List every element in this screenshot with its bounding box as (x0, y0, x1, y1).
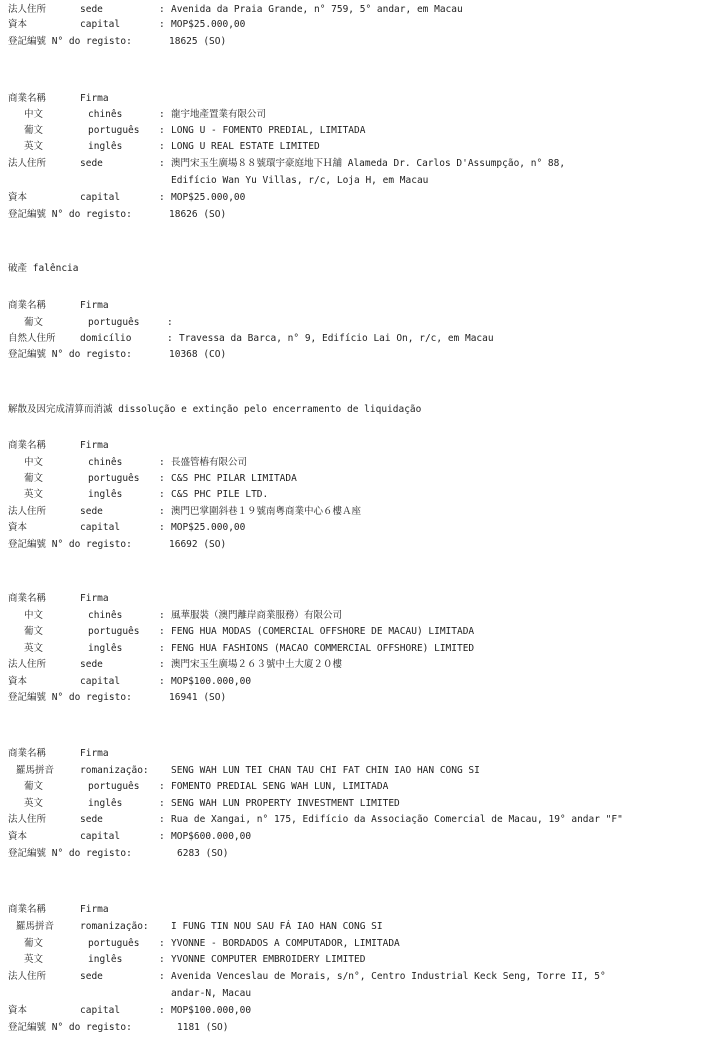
label-chinese: 法人住所 (8, 971, 47, 982)
separator: : (159, 643, 165, 654)
label-portuguese: romanização: (80, 765, 149, 776)
label-chinese: 商業名稱 (8, 593, 47, 604)
label-portuguese: português (88, 626, 140, 637)
section-heading: 破產 falência (8, 263, 79, 274)
label-portuguese: chinês (88, 109, 123, 120)
label-portuguese: capital (80, 19, 121, 30)
label-portuguese: inglês (88, 141, 123, 152)
field-value: YVONNE - BORDADOS A COMPUTADOR, LIMITADA (171, 938, 400, 949)
label-chinese: 葡文 (24, 473, 44, 484)
separator: : (159, 626, 165, 637)
label-portuguese: sede (80, 971, 103, 982)
field-value: I FUNG TIN NOU SAU FÁ IAO HAN CONG SI (171, 921, 383, 932)
label-portuguese: capital (80, 1005, 121, 1016)
field-value: SENG WAH LUN PROPERTY INVESTMENT LIMITED (171, 798, 400, 809)
registration-value: 6283 (SO) (177, 848, 229, 859)
registration-label: 登記編號 N° do registo: (8, 36, 132, 47)
separator: : (159, 938, 165, 949)
registration-label: 登記編號 N° do registo: (8, 692, 132, 703)
label-chinese: 英文 (24, 798, 44, 809)
field-value: YVONNE COMPUTER EMBROIDERY LIMITED (171, 954, 366, 965)
field-value-continued: andar-N, Macau (171, 988, 252, 999)
separator: : (159, 141, 165, 152)
label-chinese: 自然人住所 (8, 333, 56, 344)
separator: : (159, 814, 165, 825)
separator: : (159, 506, 165, 517)
label-chinese: 資本 (8, 676, 28, 687)
label-portuguese: chinês (88, 457, 123, 468)
label-portuguese: sede (80, 659, 103, 670)
label-chinese: 中文 (24, 457, 44, 468)
label-chinese: 商業名稱 (8, 300, 47, 311)
label-chinese: 資本 (8, 19, 28, 30)
field-value: LONG U - FOMENTO PREDIAL, LIMITADA (171, 125, 366, 136)
label-chinese: 資本 (8, 192, 28, 203)
label-chinese: 羅馬拼音 (16, 921, 55, 932)
section-heading: 解散及因完成清算而消滅 dissolução e extinção pelo encerramento de liquidação (8, 404, 422, 415)
field-value: 澳門巴掌圍斜巷１９號南粵商業中心６樓Ａ座 (171, 506, 362, 517)
label-portuguese: capital (80, 192, 121, 203)
field-value: Rua de Xangai, n° 175, Edifício da Associação Comercial de Macau, 19° andar "F" (171, 814, 623, 825)
registration-value: 16692 (SO) (169, 539, 227, 550)
field-value: MOP$600.000,00 (171, 831, 252, 842)
label-chinese: 中文 (24, 610, 44, 621)
separator: : (159, 676, 165, 687)
label-chinese: 英文 (24, 643, 44, 654)
registration-value: 18626 (SO) (169, 209, 227, 220)
field-value: MOP$100.000,00 (171, 1005, 252, 1016)
registration-value: 18625 (SO) (169, 36, 227, 47)
label-portuguese: Firma (80, 593, 109, 604)
label-chinese: 英文 (24, 141, 44, 152)
field-value: Avenida da Praia Grande, n° 759, 5° andar, em Macau (171, 4, 463, 15)
field-value: FOMENTO PREDIAL SENG WAH LUN, LIMITADA (171, 781, 389, 792)
label-chinese: 英文 (24, 489, 44, 500)
label-chinese: 葡文 (24, 317, 44, 328)
field-value: C&S PHC PILE LTD. (171, 489, 269, 500)
separator: : (159, 831, 165, 842)
label-portuguese: romanização: (80, 921, 149, 932)
separator: : (159, 473, 165, 484)
field-value: FENG HUA FASHIONS (MACAO COMMERCIAL OFFSHORE) LIMITED (171, 643, 475, 654)
label-portuguese: capital (80, 831, 121, 842)
label-chinese: 商業名稱 (8, 440, 47, 451)
separator: : (159, 19, 165, 30)
label-portuguese: português (88, 781, 140, 792)
label-chinese: 羅馬拼音 (16, 765, 55, 776)
label-chinese: 資本 (8, 1005, 28, 1016)
separator: : (159, 610, 165, 621)
label-portuguese: capital (80, 522, 121, 533)
label-portuguese: Firma (80, 748, 109, 759)
field-value: MOP$25.000,00 (171, 192, 246, 203)
field-value: C&S PHC PILAR LIMITADA (171, 473, 297, 484)
label-chinese: 法人住所 (8, 158, 47, 169)
registration-value: 10368 (CO) (169, 349, 227, 360)
label-chinese: 商業名稱 (8, 904, 47, 915)
field-value: 龍宇地產置業有限公司 (171, 109, 267, 120)
label-portuguese: inglês (88, 489, 123, 500)
label-portuguese: sede (80, 158, 103, 169)
label-portuguese: inglês (88, 954, 123, 965)
field-value: Travessa da Barca, n° 9, Edifício Lai On, r/c, em Macau (179, 333, 494, 344)
registration-label: 登記編號 N° do registo: (8, 539, 132, 550)
registration-label: 登記編號 N° do registo: (8, 848, 132, 859)
label-portuguese: sede (80, 814, 103, 825)
label-portuguese: português (88, 938, 140, 949)
separator: : (159, 4, 165, 15)
label-portuguese: português (88, 317, 140, 328)
label-chinese: 法人住所 (8, 814, 47, 825)
label-portuguese: inglês (88, 643, 123, 654)
label-chinese: 商業名稱 (8, 93, 47, 104)
label-chinese: 葡文 (24, 626, 44, 637)
label-chinese: 商業名稱 (8, 748, 47, 759)
label-chinese: 法人住所 (8, 659, 47, 670)
label-chinese: 葡文 (24, 781, 44, 792)
field-value: 風華服裝（澳門離岸商業服務）有限公司 (171, 610, 343, 621)
registration-value: 1181 (SO) (177, 1022, 229, 1033)
label-chinese: 中文 (24, 109, 44, 120)
field-value: 長盛管樁有限公司 (171, 457, 248, 468)
field-value: SENG WAH LUN TEI CHAN TAU CHI FAT CHIN IAO HAN CONG SI (171, 765, 480, 776)
label-portuguese: sede (80, 4, 103, 15)
separator: : (159, 954, 165, 965)
label-portuguese: português (88, 473, 140, 484)
label-portuguese: sede (80, 506, 103, 517)
separator: : (159, 457, 165, 468)
separator: : (159, 1005, 165, 1016)
separator: : (159, 125, 165, 136)
label-portuguese: chinês (88, 610, 123, 621)
label-portuguese: português (88, 125, 140, 136)
label-chinese: 法人住所 (8, 506, 47, 517)
label-chinese: 資本 (8, 522, 28, 533)
separator: : (159, 192, 165, 203)
label-portuguese: Firma (80, 93, 109, 104)
separator: : (167, 317, 173, 328)
field-value: MOP$100.000,00 (171, 676, 252, 687)
field-value: FENG HUA MODAS (COMERCIAL OFFSHORE DE MACAU) LIMITADA (171, 626, 475, 637)
label-chinese: 法人住所 (8, 4, 47, 15)
field-value: 澳門宋玉生廣場８８號環宇豪庭地下Ｈ舖 Alameda Dr. Carlos D'Assumpção, n° 88, (171, 158, 566, 169)
registration-label: 登記編號 N° do registo: (8, 1022, 132, 1033)
label-portuguese: Firma (80, 904, 109, 915)
label-chinese: 葡文 (24, 938, 44, 949)
field-value: MOP$25.000,00 (171, 19, 246, 30)
field-value: 澳門宋玉生廣場２６３號中土大廈２０樓 (171, 659, 343, 670)
label-portuguese: Firma (80, 440, 109, 451)
label-chinese: 葡文 (24, 125, 44, 136)
separator: : (159, 489, 165, 500)
label-chinese: 資本 (8, 831, 28, 842)
label-chinese: 英文 (24, 954, 44, 965)
label-portuguese: inglês (88, 798, 123, 809)
separator: : (159, 522, 165, 533)
separator: : (159, 781, 165, 792)
label-portuguese: Firma (80, 300, 109, 311)
field-value: MOP$25.000,00 (171, 522, 246, 533)
registration-label: 登記編號 N° do registo: (8, 209, 132, 220)
label-portuguese: capital (80, 676, 121, 687)
registration-value: 16941 (SO) (169, 692, 227, 703)
field-value: LONG U REAL ESTATE LIMITED (171, 141, 320, 152)
separator: : (159, 158, 165, 169)
field-value: Avenida Venceslau de Morais, s/n°, Centro Industrial Keck Seng, Torre II, 5° (171, 971, 606, 982)
separator: : (159, 109, 165, 120)
separator: : (167, 333, 173, 344)
separator: : (159, 659, 165, 670)
label-portuguese: domicílio (80, 333, 132, 344)
registration-label: 登記編號 N° do registo: (8, 349, 132, 360)
field-value-continued: Edifício Wan Yu Villas, r/c, Loja H, em Macau (171, 175, 429, 186)
separator: : (159, 798, 165, 809)
separator: : (159, 971, 165, 982)
